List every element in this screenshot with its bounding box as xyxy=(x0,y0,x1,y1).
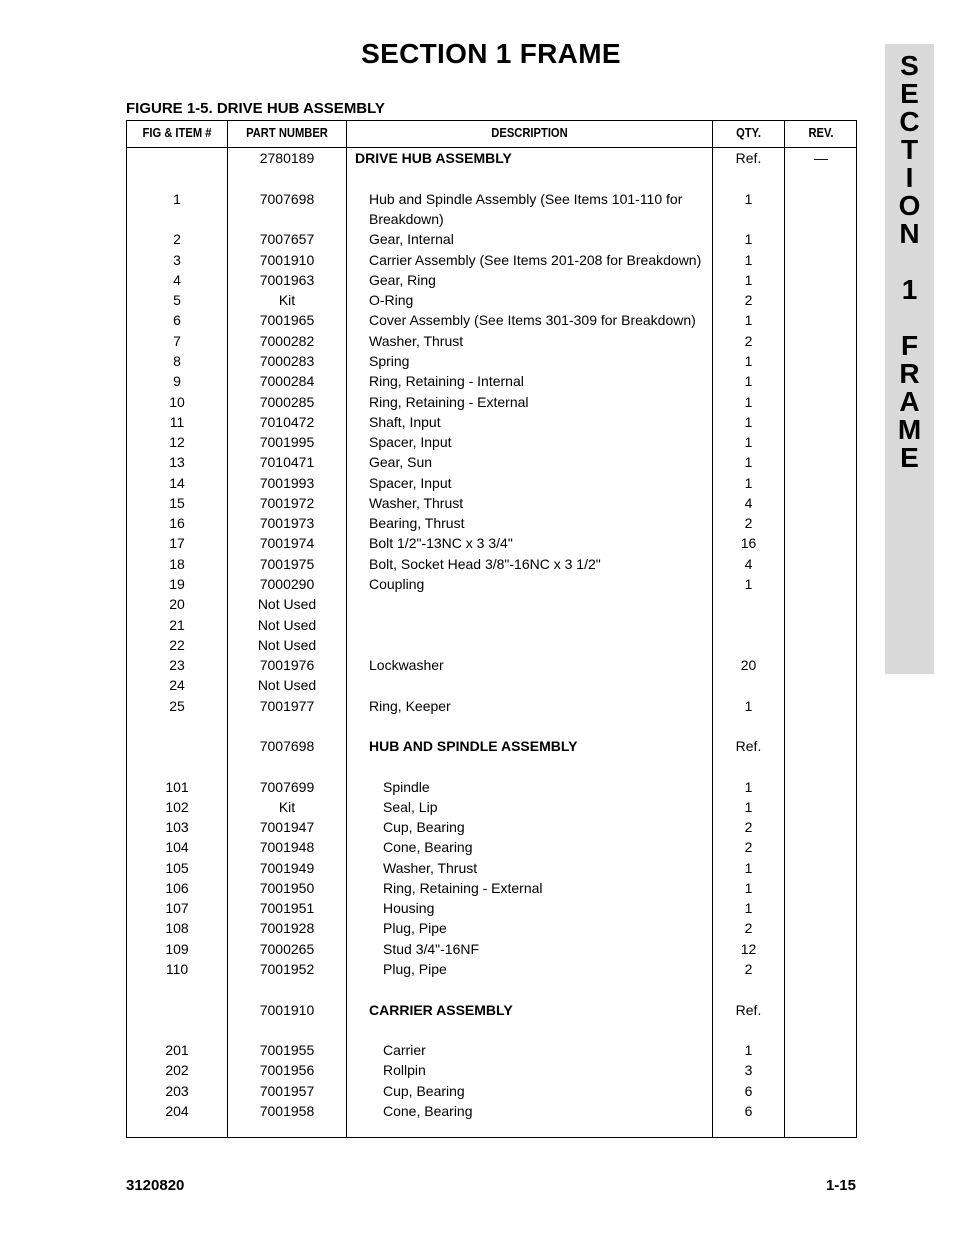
quantity-cell: 3 xyxy=(744,1062,753,1078)
column-divider xyxy=(784,121,785,1137)
part-number-cell: Not Used xyxy=(257,677,317,693)
description-cell: Coupling xyxy=(369,576,425,592)
part-number-cell: 7001951 xyxy=(259,900,315,916)
quantity-cell: 1 xyxy=(744,434,753,450)
side-tab-char: E xyxy=(900,442,919,473)
quantity-cell: 1 xyxy=(744,272,753,288)
quantity-cell: 1 xyxy=(744,698,753,714)
description-cell: Gear, Internal xyxy=(369,231,454,247)
part-number-cell: 7001995 xyxy=(259,434,315,450)
description-cell: Cup, Bearing xyxy=(383,819,465,835)
fig-item-number-cell: 11 xyxy=(169,414,185,430)
quantity-cell: 1 xyxy=(744,860,753,876)
fig-item-number-cell: 108 xyxy=(165,920,189,936)
description-cell: Carrier xyxy=(383,1042,426,1058)
fig-item-number-cell: 23 xyxy=(169,657,185,673)
parts-table xyxy=(126,120,857,1138)
part-number-cell: 7001965 xyxy=(259,312,315,328)
quantity-cell: 2 xyxy=(744,839,753,855)
part-number-cell: 7001910 xyxy=(259,252,315,268)
part-number-cell: 7001928 xyxy=(259,920,315,936)
column-header-rev: REV. xyxy=(808,125,834,140)
fig-item-number-cell: 8 xyxy=(173,353,181,369)
fig-item-number-cell: 12 xyxy=(169,434,185,450)
fig-item-number-cell: 6 xyxy=(173,312,181,328)
quantity-cell: 12 xyxy=(740,941,757,957)
quantity-cell: 2 xyxy=(744,515,753,531)
part-number-cell: 7010472 xyxy=(259,414,315,430)
quantity-cell: 1 xyxy=(744,799,753,815)
side-tab-char: A xyxy=(899,386,920,417)
quantity-cell: Ref. xyxy=(735,150,762,166)
part-number-cell: Not Used xyxy=(257,596,317,612)
part-number-cell: 7001910 xyxy=(259,1002,315,1018)
description-cell: Bolt 1/2"-13NC x 3 3/4" xyxy=(369,535,513,551)
side-tab-char: T xyxy=(900,134,919,165)
part-number-cell: 7000283 xyxy=(259,353,315,369)
description-cell: O-Ring xyxy=(369,292,414,308)
description-cell: Seal, Lip xyxy=(383,799,438,815)
quantity-cell: 1 xyxy=(744,312,753,328)
fig-item-number-cell: 22 xyxy=(169,637,185,653)
description-cell: Housing xyxy=(383,900,435,916)
part-number-cell: Kit xyxy=(278,799,296,815)
side-tab-char: S xyxy=(900,50,919,81)
part-number-cell: 7000284 xyxy=(259,373,315,389)
part-number-cell: 7001993 xyxy=(259,475,315,491)
fig-item-number-cell: 4 xyxy=(173,272,181,288)
description-cell: Washer, Thrust xyxy=(369,333,464,349)
quantity-cell: 1 xyxy=(744,394,753,410)
side-tab-char: M xyxy=(897,414,922,445)
part-number-cell: 7001952 xyxy=(259,961,315,977)
side-tab-char: F xyxy=(900,330,919,361)
fig-item-number-cell: 21 xyxy=(169,617,185,633)
fig-item-number-cell: 3 xyxy=(173,252,181,268)
description-cell: Stud 3/4"-16NF xyxy=(383,941,480,957)
part-number-cell: 7007657 xyxy=(259,231,315,247)
column-divider xyxy=(346,121,347,1137)
description-cell: Spindle xyxy=(383,779,430,795)
part-number-cell: 7001957 xyxy=(259,1083,315,1099)
quantity-cell: 2 xyxy=(744,333,753,349)
quantity-cell: 4 xyxy=(744,495,753,511)
fig-item-number-cell: 15 xyxy=(169,495,185,511)
part-number-cell: 7001958 xyxy=(259,1103,315,1119)
quantity-cell: 20 xyxy=(740,657,757,673)
side-tab-char: 1 xyxy=(901,274,918,305)
quantity-cell: 1 xyxy=(744,576,753,592)
description-cell: Plug, Pipe xyxy=(383,961,447,977)
description-cell: Cup, Bearing xyxy=(383,1083,465,1099)
part-number-cell: 7000285 xyxy=(259,394,315,410)
side-tab-char: R xyxy=(899,358,920,389)
side-tab-char: I xyxy=(905,162,914,193)
revision-cell: — xyxy=(814,150,828,166)
quantity-cell: 2 xyxy=(744,292,753,308)
part-number-cell: 7000265 xyxy=(259,941,315,957)
quantity-cell: 4 xyxy=(744,556,753,572)
quantity-cell: Ref. xyxy=(735,738,762,754)
fig-item-number-cell: 20 xyxy=(169,596,185,612)
quantity-cell: 1 xyxy=(744,900,753,916)
description-cell: Spacer, Input xyxy=(369,434,452,450)
page-number: 1-15 xyxy=(825,1177,856,1194)
description-cell: Rollpin xyxy=(383,1062,426,1078)
fig-item-number-cell: 1 xyxy=(173,191,181,207)
description-cell: Bearing, Thrust xyxy=(369,515,465,531)
description-cell: Ring, Retaining - External xyxy=(383,880,543,896)
description-cell: Spacer, Input xyxy=(369,475,452,491)
quantity-cell: 1 xyxy=(744,414,753,430)
fig-item-number-cell: 105 xyxy=(165,860,189,876)
description-cell: Breakdown) xyxy=(369,211,444,227)
quantity-cell: 2 xyxy=(744,961,753,977)
fig-item-number-cell: 101 xyxy=(165,779,189,795)
quantity-cell: 1 xyxy=(744,1042,753,1058)
part-number-cell: 7001974 xyxy=(259,535,315,551)
description-cell: HUB AND SPINDLE ASSEMBLY xyxy=(369,738,578,754)
description-cell: Ring, Keeper xyxy=(369,698,451,714)
part-number-cell: 7001963 xyxy=(259,272,315,288)
description-cell: DRIVE HUB ASSEMBLY xyxy=(355,150,512,166)
fig-item-number-cell: 106 xyxy=(165,880,189,896)
part-number-cell: 7001949 xyxy=(259,860,315,876)
part-number-cell: 7007699 xyxy=(259,779,315,795)
fig-item-number-cell: 7 xyxy=(173,333,181,349)
column-header-qty: QTY. xyxy=(736,125,761,140)
description-cell: Carrier Assembly (See Items 201-208 for Breakdown) xyxy=(369,252,702,268)
description-cell: Ring, Retaining - Internal xyxy=(369,373,524,389)
quantity-cell: 1 xyxy=(744,373,753,389)
quantity-cell: 1 xyxy=(744,231,753,247)
fig-item-number-cell: 19 xyxy=(169,576,185,592)
part-number-cell: Kit xyxy=(278,292,296,308)
fig-item-number-cell: 17 xyxy=(169,535,185,551)
part-number-cell: 7001975 xyxy=(259,556,315,572)
fig-item-number-cell: 104 xyxy=(165,839,189,855)
fig-item-number-cell: 13 xyxy=(169,454,185,470)
description-cell: Spring xyxy=(369,353,410,369)
part-number-cell: 7001950 xyxy=(259,880,315,896)
quantity-cell: 1 xyxy=(744,475,753,491)
column-header-fig: FIG & ITEM # xyxy=(142,125,212,140)
description-cell: CARRIER ASSEMBLY xyxy=(369,1002,513,1018)
fig-item-number-cell: 9 xyxy=(173,373,181,389)
fig-item-number-cell: 24 xyxy=(169,677,185,693)
quantity-cell: 16 xyxy=(740,535,757,551)
quantity-cell: 1 xyxy=(744,779,753,795)
section-side-tab xyxy=(885,44,934,674)
fig-item-number-cell: 103 xyxy=(165,819,189,835)
quantity-cell: 1 xyxy=(744,880,753,896)
page-title: SECTION 1 FRAME xyxy=(361,38,621,69)
part-number-cell: 7007698 xyxy=(259,191,315,207)
fig-item-number-cell: 204 xyxy=(165,1103,189,1119)
side-tab-char: E xyxy=(900,78,919,109)
fig-item-number-cell: 203 xyxy=(165,1083,189,1099)
fig-item-number-cell: 5 xyxy=(173,292,181,308)
fig-item-number-cell: 14 xyxy=(169,475,185,491)
part-number-cell: Not Used xyxy=(257,617,317,633)
fig-item-number-cell: 16 xyxy=(169,515,185,531)
fig-item-number-cell: 25 xyxy=(169,698,185,714)
fig-item-number-cell: 10 xyxy=(169,394,185,410)
description-cell: Shaft, Input xyxy=(369,414,441,430)
quantity-cell: 6 xyxy=(744,1083,753,1099)
quantity-cell: 1 xyxy=(744,454,753,470)
part-number-cell: 7001948 xyxy=(259,839,315,855)
fig-item-number-cell: 18 xyxy=(169,556,185,572)
description-cell: Ring, Retaining - External xyxy=(369,394,529,410)
part-number-cell: 7010471 xyxy=(259,454,315,470)
fig-item-number-cell: 107 xyxy=(165,900,189,916)
side-tab-char: O xyxy=(898,190,921,221)
fig-item-number-cell: 102 xyxy=(165,799,189,815)
document-number: 3120820 xyxy=(126,1177,185,1194)
part-number-cell: 7001973 xyxy=(259,515,315,531)
column-header-description: DESCRIPTION xyxy=(491,125,568,140)
side-tab-char: N xyxy=(899,218,920,249)
description-cell: Cone, Bearing xyxy=(383,839,473,855)
figure-caption: FIGURE 1-5. DRIVE HUB ASSEMBLY xyxy=(126,100,385,117)
part-number-cell: 7001955 xyxy=(259,1042,315,1058)
side-tab-char: C xyxy=(899,106,920,137)
description-cell: Cone, Bearing xyxy=(383,1103,473,1119)
part-number-cell: 7001947 xyxy=(259,819,315,835)
description-cell: Gear, Ring xyxy=(369,272,436,288)
description-cell: Gear, Sun xyxy=(369,454,433,470)
fig-item-number-cell: 110 xyxy=(165,961,189,977)
part-number-cell: 7000282 xyxy=(259,333,315,349)
description-cell: Washer, Thrust xyxy=(369,495,464,511)
part-number-cell: 7001972 xyxy=(259,495,315,511)
quantity-cell: 2 xyxy=(744,819,753,835)
part-number-cell: 7001976 xyxy=(259,657,315,673)
fig-item-number-cell: 2 xyxy=(173,231,181,247)
fig-item-number-cell: 202 xyxy=(165,1062,189,1078)
fig-item-number-cell: 109 xyxy=(165,941,189,957)
part-number-cell: 7001956 xyxy=(259,1062,315,1078)
quantity-cell: 1 xyxy=(744,252,753,268)
description-cell: Bolt, Socket Head 3/8"-16NC x 3 1/2" xyxy=(369,556,601,572)
part-number-cell: 7001977 xyxy=(259,698,315,714)
description-cell: Lockwasher xyxy=(369,657,444,673)
quantity-cell: 1 xyxy=(744,191,753,207)
quantity-cell: 1 xyxy=(744,353,753,369)
quantity-cell: 6 xyxy=(744,1103,753,1119)
part-number-cell: 7007698 xyxy=(259,738,315,754)
quantity-cell: Ref. xyxy=(735,1002,762,1018)
column-header-part-number: PART NUMBER xyxy=(246,125,328,140)
part-number-cell: Not Used xyxy=(257,637,317,653)
fig-item-number-cell: 201 xyxy=(165,1042,189,1058)
description-cell: Hub and Spindle Assembly (See Items 101-110 for xyxy=(369,191,683,207)
description-cell: Plug, Pipe xyxy=(383,920,447,936)
quantity-cell: 2 xyxy=(744,920,753,936)
description-cell: Cover Assembly (See Items 301-309 for Breakdown) xyxy=(369,312,696,328)
part-number-cell: 2780189 xyxy=(259,150,315,166)
description-cell: Washer, Thrust xyxy=(383,860,478,876)
part-number-cell: 7000290 xyxy=(259,576,315,592)
